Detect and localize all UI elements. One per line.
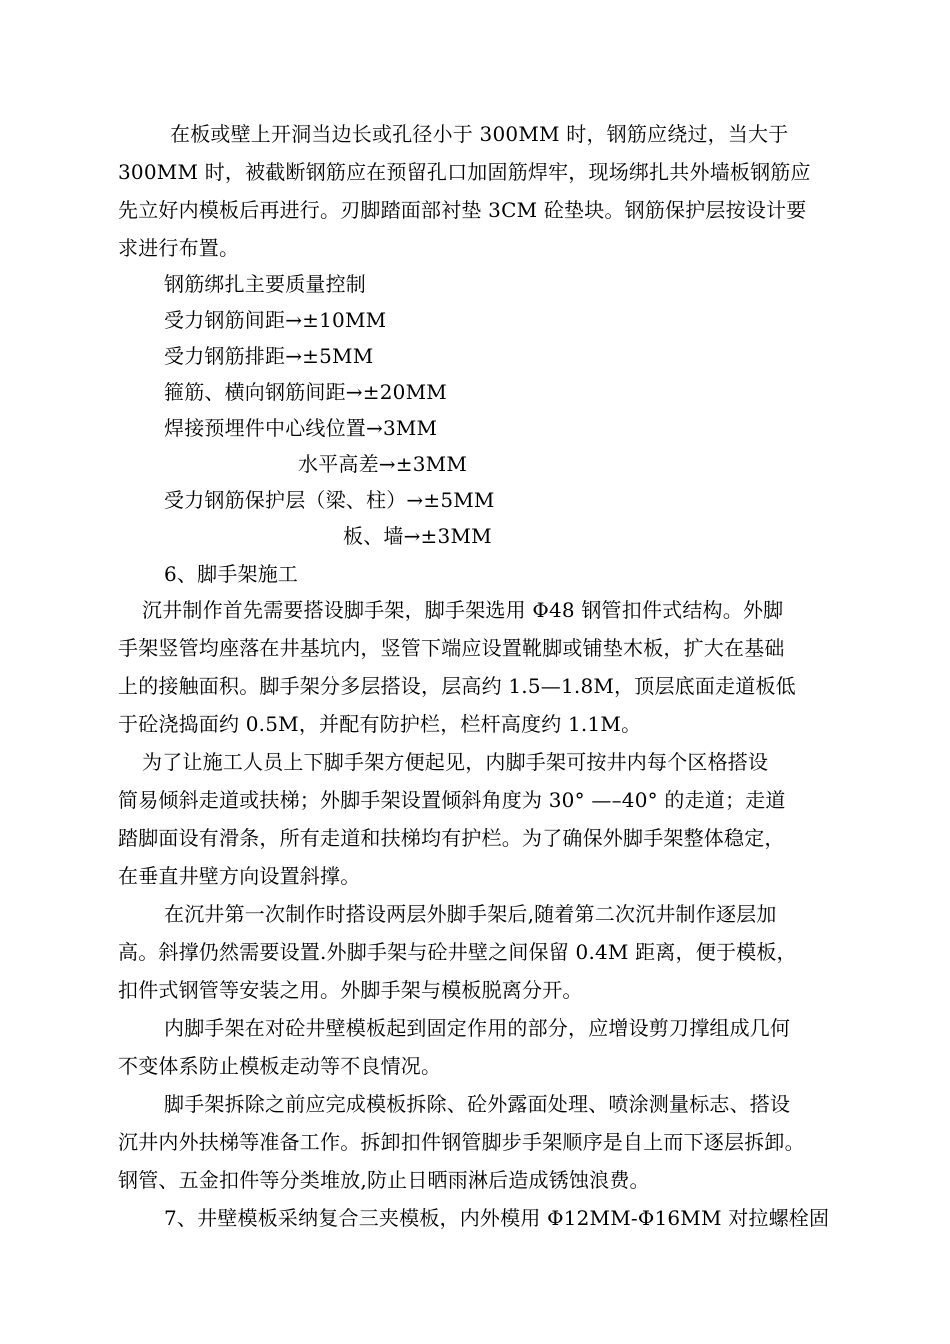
paragraph-line: 在垂直井壁方向设置斜撑。 — [118, 864, 361, 888]
paragraph-line: 扣件式钢管等安装之用。外脚手架与模板脱离分开。 — [118, 978, 583, 1002]
paragraph-line: 于砼浇捣面约 0.5M，并配有防护栏，栏杆高度约 1.1M。 — [118, 712, 642, 736]
paragraph-line: 踏脚面设有滑条，所有走道和扶梯均有护栏。为了确保外脚手架整体稳定， — [118, 826, 785, 850]
paragraph-line: 先立好内模板后再进行。刃脚踏面部衬垫 3CM 砼垫块。钢筋保护层按设计要 — [118, 198, 807, 222]
list-heading: 钢筋绑扎主要质量控制 — [164, 272, 366, 296]
list-item: 受力钢筋保护层（梁、柱）→±5MM — [164, 488, 495, 512]
list-item: 焊接预埋件中心线位置→3MM — [164, 416, 438, 440]
paragraph-line: 沉井制作首先需要搭设脚手架，脚手架选用 Φ48 钢管扣件式结构。外脚 — [142, 598, 784, 622]
paragraph-line: 脚手架拆除之前应完成模板拆除、砼外露面处理、喷涂测量标志、搭设 — [164, 1092, 791, 1116]
paragraph-line: 内脚手架在对砼井壁模板起到固定作用的部分，应增设剪刀撑组成几何 — [164, 1016, 791, 1040]
paragraph-line: 高。斜撑仍然需要设置.外脚手架与砼井壁之间保留 0.4M 距离，便于模板， — [118, 940, 797, 964]
paragraph-line: 沉井内外扶梯等准备工作。拆卸扣件钢管脚步手架顺序是自上而下逐层拆卸。 — [118, 1130, 805, 1154]
paragraph-line: 在板或壁上开洞当边长或孔径小于 300MM 时，钢筋应绕过，当大于 — [170, 122, 789, 146]
list-item: 受力钢筋排距→±5MM — [164, 344, 374, 368]
paragraph-line: 上的接触面积。脚手架分多层搭设，层高约 1.5—1.8M，顶层底面走道板低 — [118, 674, 796, 698]
list-item: 水平高差→±3MM — [298, 452, 467, 476]
section-heading: 7、井壁模板采纳复合三夹模板，内外模用 Φ12MM-Φ16MM 对拉螺栓固 — [164, 1206, 830, 1230]
paragraph-line: 在沉井第一次制作时搭设两层外脚手架后,随着第二次沉井制作逐层加 — [164, 902, 777, 926]
paragraph-line: 简易倾斜走道或扶梯；外脚手架设置倾斜角度为 30° —–40° 的走道；走道 — [118, 788, 786, 812]
section-heading: 6、脚手架施工 — [164, 562, 299, 586]
paragraph-line: 求进行布置。 — [118, 236, 240, 260]
paragraph-line: 300MM 时，被截断钢筋应在预留孔口加固筋焊牢，现场绑扎共外墙板钢筋应 — [118, 160, 811, 184]
paragraph-line: 钢管、五金扣件等分类堆放,防止日晒雨淋后造成锈蚀浪费。 — [118, 1168, 650, 1192]
paragraph-line: 手架竖管均座落在井基坑内，竖管下端应设置靴脚或铺垫木板，扩大在基础 — [118, 636, 785, 660]
paragraph-line: 为了让施工人员上下脚手架方便起见，内脚手架可按井内每个区格搭设 — [142, 750, 769, 774]
list-item: 箍筋、横向钢筋间距→±20MM — [164, 380, 447, 404]
paragraph-line: 不变体系防止模板走动等不良情况。 — [118, 1054, 442, 1078]
list-item: 受力钢筋间距→±10MM — [164, 308, 387, 332]
list-item: 板、墙→±3MM — [343, 524, 492, 548]
